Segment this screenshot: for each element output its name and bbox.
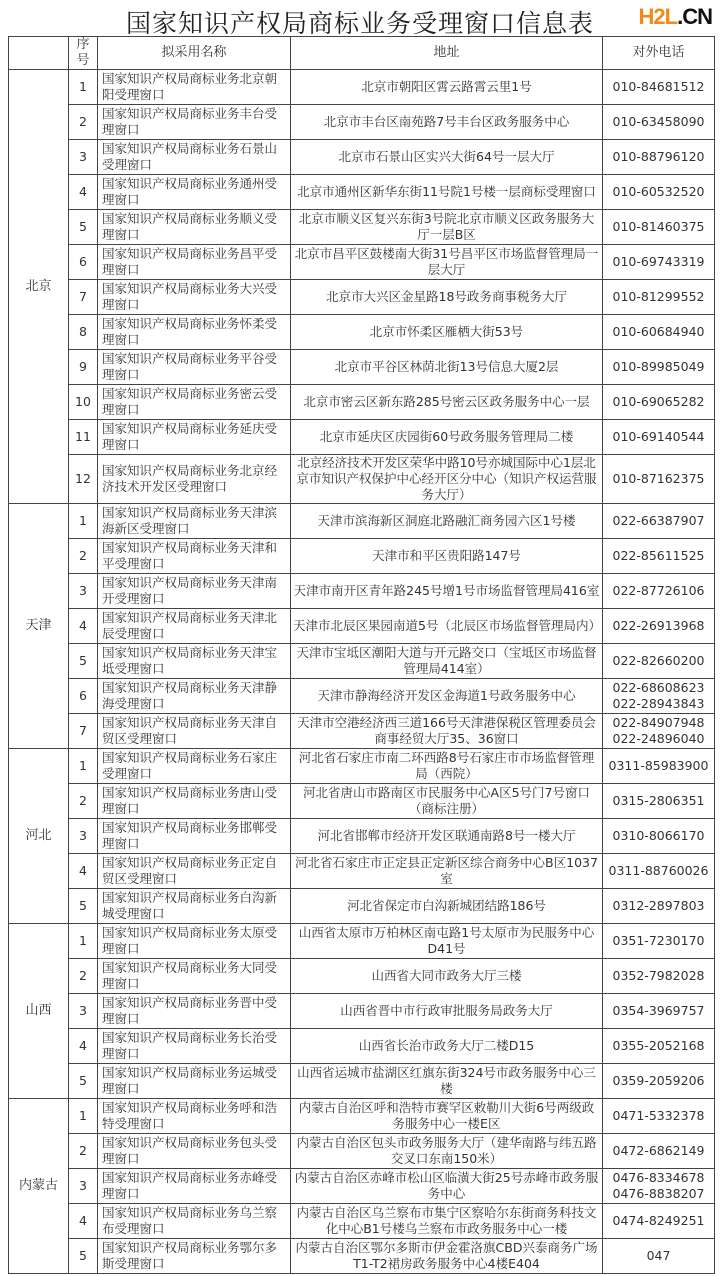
phone-cell: 0315-2806351 xyxy=(603,784,715,819)
phone-cell: 010-69065282 xyxy=(603,385,715,420)
address-cell: 山西省长治市政务大厅二楼D15 xyxy=(291,1029,603,1064)
address-cell: 河北省唐山市路南区市民服务中心A区5号门7号窗口（商标注册） xyxy=(291,784,603,819)
table-row xyxy=(9,1169,715,1204)
region-cell: 山西 xyxy=(9,924,69,1099)
name-cell: 国家知识产权局商标业务正定自贸区受理窗口 xyxy=(98,854,291,889)
phone-cell: 010-81299552 xyxy=(603,280,715,315)
phone-cell: 022-26913968 xyxy=(603,609,715,644)
phone-cell: 022-87726106 xyxy=(603,574,715,609)
region-cell: 河北 xyxy=(9,749,69,924)
seq-cell: 3 xyxy=(69,1169,98,1204)
phone-cell: 047 xyxy=(603,1239,715,1274)
table-row xyxy=(9,70,715,105)
name-cell: 国家知识产权局商标业务平谷受理窗口 xyxy=(98,350,291,385)
seq-cell: 8 xyxy=(69,315,98,350)
name-cell: 国家知识产权局商标业务天津宝坻受理窗口 xyxy=(98,644,291,679)
table-row xyxy=(9,1099,715,1134)
phone-cell: 010-88796120 xyxy=(603,140,715,175)
name-cell: 国家知识产权局商标业务白沟新城受理窗口 xyxy=(98,889,291,924)
phone-cell: 022-85611525 xyxy=(603,539,715,574)
header-name: 拟采用名称 xyxy=(98,37,291,70)
seq-cell: 3 xyxy=(69,994,98,1029)
table-row xyxy=(9,1204,715,1239)
phone-cell: 022-66387907 xyxy=(603,504,715,539)
name-cell: 国家知识产权局商标业务石景山受理窗口 xyxy=(98,140,291,175)
address-cell: 北京市怀柔区雁栖大街53号 xyxy=(291,315,603,350)
address-cell: 北京市延庆区庆园街60号政务服务管理局二楼 xyxy=(291,420,603,455)
address-cell: 河北省保定市白沟新城团结路186号 xyxy=(291,889,603,924)
name-cell: 国家知识产权局商标业务长治受理窗口 xyxy=(98,1029,291,1064)
seq-cell: 7 xyxy=(69,280,98,315)
phone-cell: 0476-8334678 0476-8838207 xyxy=(603,1169,715,1204)
address-cell: 北京市朝阳区霄云路霄云里1号 xyxy=(291,70,603,105)
address-cell: 内蒙古自治区赤峰市松山区临潢大街25号赤峰市政务服务中心 xyxy=(291,1169,603,1204)
phone-cell: 010-87162375 xyxy=(603,455,715,504)
table-row xyxy=(9,175,715,210)
name-cell: 国家知识产权局商标业务包头受理窗口 xyxy=(98,1134,291,1169)
name-cell: 国家知识产权局商标业务大兴受理窗口 xyxy=(98,280,291,315)
name-cell: 国家知识产权局商标业务天津南开受理窗口 xyxy=(98,574,291,609)
phone-cell: 0312-2897803 xyxy=(603,889,715,924)
name-cell: 国家知识产权局商标业务呼和浩特受理窗口 xyxy=(98,1099,291,1134)
phone-cell: 0354-3969757 xyxy=(603,994,715,1029)
address-cell: 山西省太原市万柏林区南屯路1号太原市为民服务中心D41号 xyxy=(291,924,603,959)
phone-cell: 010-60684940 xyxy=(603,315,715,350)
seq-cell: 2 xyxy=(69,539,98,574)
phone-cell: 0352-7982028 xyxy=(603,959,715,994)
name-cell: 国家知识产权局商标业务顺义受理窗口 xyxy=(98,210,291,245)
name-cell: 国家知识产权局商标业务怀柔受理窗口 xyxy=(98,315,291,350)
table-row xyxy=(9,350,715,385)
page-title: 国家知识产权局商标业务受理窗口信息表 xyxy=(125,9,594,38)
phone-cell: 010-69140544 xyxy=(603,420,715,455)
address-cell: 天津市空港经济西三道166号天津港保税区管理委员会商事经贸大厅35、36窗口 xyxy=(291,714,603,749)
name-cell: 国家知识产权局商标业务天津和平受理窗口 xyxy=(98,539,291,574)
phone-cell: 010-84681512 xyxy=(603,70,715,105)
address-cell: 北京市平谷区林荫北街13号信息大厦2层 xyxy=(291,350,603,385)
address-cell: 北京经济技术开发区荣华中路10号亦城国际中心1层北京市知识产权保护中心经开区分中心（知识产权运营服务大厅） xyxy=(291,455,603,504)
seq-cell: 5 xyxy=(69,210,98,245)
table-row xyxy=(9,105,715,140)
name-cell: 国家知识产权局商标业务通州受理窗口 xyxy=(98,175,291,210)
table-row xyxy=(9,924,715,959)
seq-cell: 3 xyxy=(69,819,98,854)
phone-cell: 0311-85983900 xyxy=(603,749,715,784)
table-row xyxy=(9,280,715,315)
phone-cell: 010-63458090 xyxy=(603,105,715,140)
seq-cell: 5 xyxy=(69,889,98,924)
name-cell: 国家知识产权局商标业务鄂尔多斯受理窗口 xyxy=(98,1239,291,1274)
phone-cell: 0310-8066170 xyxy=(603,819,715,854)
seq-cell: 12 xyxy=(69,455,98,504)
table-row xyxy=(9,504,715,539)
table-row xyxy=(9,385,715,420)
table-body xyxy=(9,70,715,1274)
info-table xyxy=(8,36,715,1274)
seq-cell: 6 xyxy=(69,679,98,714)
phone-cell: 0351-7230170 xyxy=(603,924,715,959)
table-row xyxy=(9,245,715,280)
address-cell: 天津市静海经济开发区金海道1号政务服务中心 xyxy=(291,679,603,714)
address-cell: 山西省运城市盐湖区红旗东街324号市政务服务中心三楼 xyxy=(291,1064,603,1099)
seq-cell: 6 xyxy=(69,245,98,280)
address-cell: 北京市丰台区南苑路7号丰台区政务服务中心 xyxy=(291,105,603,140)
address-cell: 天津市北辰区果园南道5号（北辰区市场监督管理局内） xyxy=(291,609,603,644)
name-cell: 国家知识产权局商标业务天津静海受理窗口 xyxy=(98,679,291,714)
address-cell: 河北省邯郸市经济开发区联通南路8号一楼大厅 xyxy=(291,819,603,854)
seq-cell: 4 xyxy=(69,854,98,889)
seq-cell: 1 xyxy=(69,924,98,959)
seq-cell: 9 xyxy=(69,350,98,385)
name-cell: 国家知识产权局商标业务邯郸受理窗口 xyxy=(98,819,291,854)
header-address: 地址 xyxy=(291,37,603,70)
seq-cell: 7 xyxy=(69,714,98,749)
address-cell: 内蒙古自治区呼和浩特市赛罕区敕勒川大街6号两级政务服务中心一楼E区 xyxy=(291,1099,603,1134)
seq-cell: 2 xyxy=(69,784,98,819)
name-cell: 国家知识产权局商标业务延庆受理窗口 xyxy=(98,420,291,455)
phone-cell: 010-89985049 xyxy=(603,350,715,385)
address-cell: 北京市密云区新东路285号密云区政务服务中心一层 xyxy=(291,385,603,420)
phone-cell: 010-60532520 xyxy=(603,175,715,210)
watermark-part1: H2L xyxy=(638,4,678,29)
address-cell: 河北省石家庄市南二环西路8号石家庄市市场监督管理局（西院） xyxy=(291,749,603,784)
table-row xyxy=(9,1029,715,1064)
header-row xyxy=(9,37,715,70)
seq-cell: 1 xyxy=(69,749,98,784)
seq-cell: 5 xyxy=(69,644,98,679)
name-cell: 国家知识产权局商标业务丰台受理窗口 xyxy=(98,105,291,140)
region-cell: 内蒙古 xyxy=(9,1099,69,1274)
name-cell: 国家知识产权局商标业务晋中受理窗口 xyxy=(98,994,291,1029)
phone-cell: 0471-5332378 xyxy=(603,1099,715,1134)
seq-cell: 10 xyxy=(69,385,98,420)
address-cell: 内蒙古自治区乌兰察布市集宁区察哈尔东街商务科技文化中心B1号楼乌兰察布市政务服务中心一楼 xyxy=(291,1204,603,1239)
phone-cell: 0472-6862149 xyxy=(603,1134,715,1169)
header-region xyxy=(9,37,69,70)
table-row xyxy=(9,679,715,714)
phone-cell: 010-81460375 xyxy=(603,210,715,245)
seq-cell: 11 xyxy=(69,420,98,455)
table-row xyxy=(9,959,715,994)
seq-cell: 2 xyxy=(69,105,98,140)
region-cell: 天津 xyxy=(9,504,69,749)
seq-cell: 5 xyxy=(69,1064,98,1099)
address-cell: 北京市通州区新华东街11号院1号楼一层商标受理窗口 xyxy=(291,175,603,210)
table-row xyxy=(9,994,715,1029)
phone-cell: 0359-2059206 xyxy=(603,1064,715,1099)
seq-cell: 1 xyxy=(69,1099,98,1134)
address-cell: 天津市宝坻区潮阳大道与开元路交口（宝坻区市场监督管理局414室） xyxy=(291,644,603,679)
seq-cell: 4 xyxy=(69,1204,98,1239)
watermark-logo xyxy=(637,4,714,30)
address-cell: 山西省晋中市行政审批服务局政务大厅 xyxy=(291,994,603,1029)
seq-cell: 4 xyxy=(69,1029,98,1064)
table-row xyxy=(9,140,715,175)
seq-cell: 4 xyxy=(69,609,98,644)
header-phone: 对外电话 xyxy=(603,37,715,70)
name-cell: 国家知识产权局商标业务天津自贸区受理窗口 xyxy=(98,714,291,749)
seq-cell: 3 xyxy=(69,140,98,175)
address-cell: 北京市大兴区金星路18号政务商事税务大厅 xyxy=(291,280,603,315)
header-seq: 序号 xyxy=(69,37,98,70)
seq-cell: 4 xyxy=(69,175,98,210)
table-row xyxy=(9,889,715,924)
table-row xyxy=(9,455,715,504)
name-cell: 国家知识产权局商标业务太原受理窗口 xyxy=(98,924,291,959)
address-cell: 北京市顺义区复兴东街3号院北京市顺义区政务服务大厅一层B区 xyxy=(291,210,603,245)
table-row xyxy=(9,1239,715,1274)
name-cell: 国家知识产权局商标业务唐山受理窗口 xyxy=(98,784,291,819)
phone-cell: 010-69743319 xyxy=(603,245,715,280)
table-row xyxy=(9,1134,715,1169)
table-row xyxy=(9,315,715,350)
table-row xyxy=(9,644,715,679)
region-cell: 北京 xyxy=(9,70,69,504)
name-cell: 国家知识产权局商标业务大同受理窗口 xyxy=(98,959,291,994)
address-cell: 内蒙古自治区鄂尔多斯市伊金霍洛旗CBD兴泰商务广场T1-T2裙房政务服务中心4楼E404 xyxy=(291,1239,603,1274)
name-cell: 国家知识产权局商标业务北京朝阳受理窗口 xyxy=(98,70,291,105)
phone-cell: 0474-8249251 xyxy=(603,1204,715,1239)
name-cell: 国家知识产权局商标业务昌平受理窗口 xyxy=(98,245,291,280)
table-row xyxy=(9,420,715,455)
phone-cell: 022-68608623 022-28943843 xyxy=(603,679,715,714)
seq-cell: 2 xyxy=(69,959,98,994)
address-cell: 天津市和平区贵阳路147号 xyxy=(291,539,603,574)
address-cell: 北京市昌平区鼓楼南大街31号昌平区市场监督管理局一层大厅 xyxy=(291,245,603,280)
seq-cell: 1 xyxy=(69,70,98,105)
phone-cell: 022-84907948 022-24896040 xyxy=(603,714,715,749)
phone-cell: 0311-88760026 xyxy=(603,854,715,889)
seq-cell: 1 xyxy=(69,504,98,539)
address-cell: 北京市石景山区实兴大街64号一层大厅 xyxy=(291,140,603,175)
table-row xyxy=(9,609,715,644)
table-row xyxy=(9,539,715,574)
name-cell: 国家知识产权局商标业务北京经济技术开发区受理窗口 xyxy=(98,455,291,504)
address-cell: 天津市南开区青年路245号增1号市场监督管理局416室 xyxy=(291,574,603,609)
table-row xyxy=(9,714,715,749)
name-cell: 国家知识产权局商标业务密云受理窗口 xyxy=(98,385,291,420)
name-cell: 国家知识产权局商标业务乌兰察布受理窗口 xyxy=(98,1204,291,1239)
table-row xyxy=(9,574,715,609)
table-row xyxy=(9,210,715,245)
name-cell: 国家知识产权局商标业务石家庄受理窗口 xyxy=(98,749,291,784)
table-row xyxy=(9,749,715,784)
phone-cell: 022-82660200 xyxy=(603,644,715,679)
name-cell: 国家知识产权局商标业务赤峰受理窗口 xyxy=(98,1169,291,1204)
watermark-part2: .CN xyxy=(677,4,712,29)
address-cell: 内蒙古自治区包头市政务服务大厅（建华南路与纬五路交叉口东南150米） xyxy=(291,1134,603,1169)
seq-cell: 3 xyxy=(69,574,98,609)
seq-cell: 2 xyxy=(69,1134,98,1169)
table-row xyxy=(9,819,715,854)
table-row xyxy=(9,784,715,819)
name-cell: 国家知识产权局商标业务天津北辰受理窗口 xyxy=(98,609,291,644)
address-cell: 山西省大同市政务大厅三楼 xyxy=(291,959,603,994)
phone-cell: 0355-2052168 xyxy=(603,1029,715,1064)
address-cell: 河北省石家庄市正定县正定新区综合商务中心B区1037室 xyxy=(291,854,603,889)
seq-cell: 5 xyxy=(69,1239,98,1274)
name-cell: 国家知识产权局商标业务天津滨海新区受理窗口 xyxy=(98,504,291,539)
table-row xyxy=(9,854,715,889)
name-cell: 国家知识产权局商标业务运城受理窗口 xyxy=(98,1064,291,1099)
address-cell: 天津市滨海新区洞庭北路融汇商务园六区1号楼 xyxy=(291,504,603,539)
table-row xyxy=(9,1064,715,1099)
